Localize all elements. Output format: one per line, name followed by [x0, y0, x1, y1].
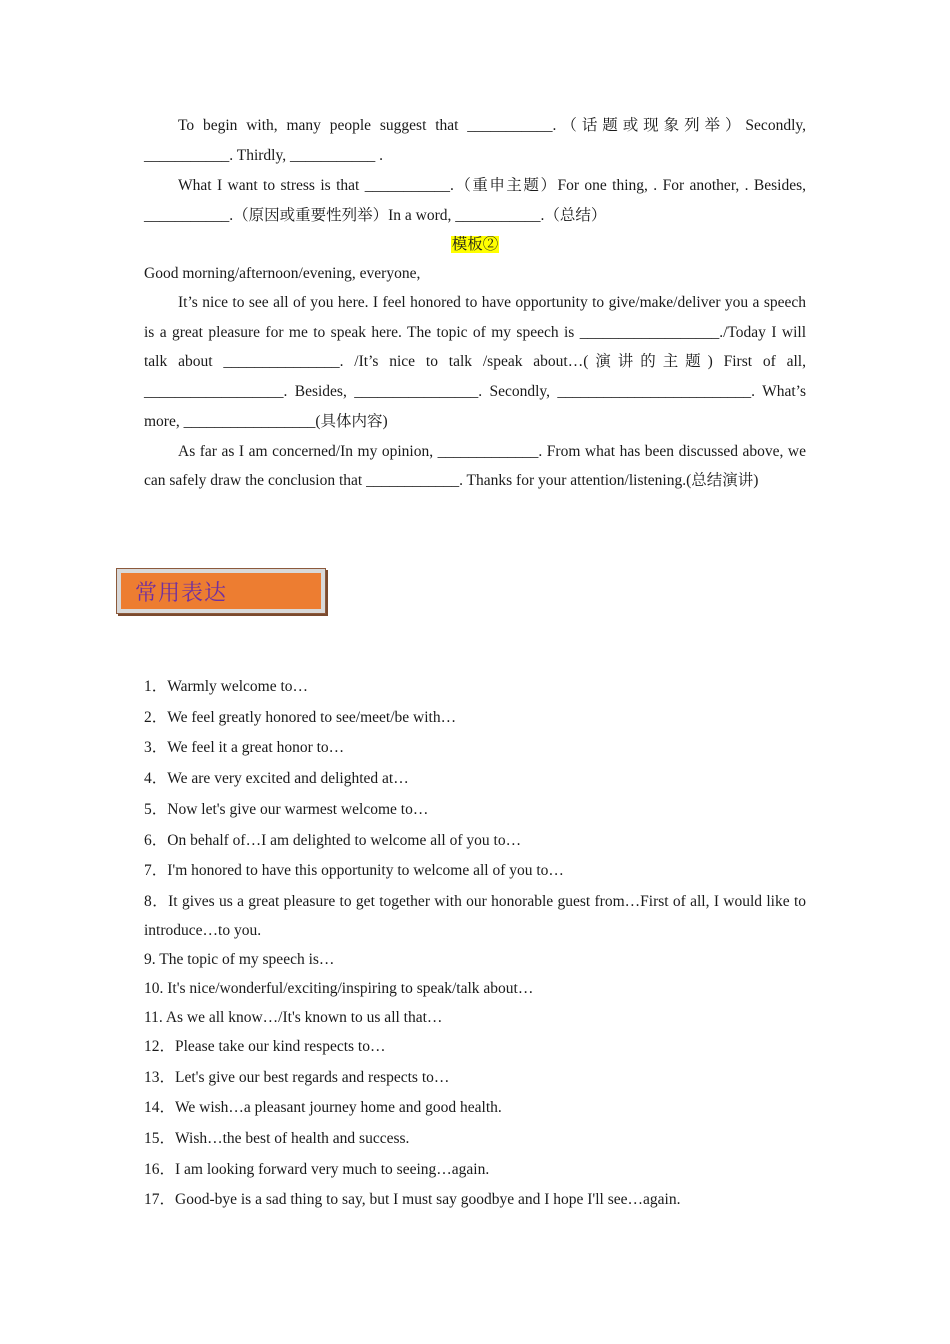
template2-paragraph-2: As far as I am concerned/In my opinion, _____________. From what has been discussed above, we can safely draw the conclusion that ____________. Thanks for your attention/listening.(总结演讲) — [144, 442, 806, 489]
section-heading-box — [116, 568, 326, 614]
list-item: 14．We wish…a pleasant journey home and good health. — [144, 1099, 502, 1117]
template1-paragraph-2: What I want to stress is that ___________.（重申主题）For one thing, . For another, . Besides, ___________.（原因或重要性列举）In a word, ___________.（总结） — [144, 177, 806, 224]
expressions-list — [144, 672, 806, 1216]
list-item: 8．It gives us a great pleasure to get together with our honorable guest from…First of all, I would like to introduce…to you. — [144, 892, 806, 939]
template1-paragraph-1: To begin with, many people suggest that ___________.（话题或现象列举）Secondly, ___________. Thirdly, ___________ . — [144, 117, 806, 164]
list-item: 9. The topic of my speech is… — [144, 950, 335, 968]
list-item: 2．We feel greatly honored to see/meet/be with… — [144, 708, 457, 726]
list-item: 4．We are very excited and delighted at… — [144, 770, 409, 788]
list-item: 6．On behalf of…I am delighted to welcome all of you to… — [144, 831, 522, 849]
list-item: 7．I'm honored to have this opportunity to welcome all of you to… — [144, 862, 564, 880]
template2-title: 模板② — [451, 236, 499, 253]
list-item: 3．We feel it a great honor to… — [144, 739, 345, 757]
section-heading-banner — [121, 573, 321, 609]
list-item: 5．Now let's give our warmest welcome to… — [144, 800, 429, 818]
list-item: 1．Warmly welcome to… — [144, 678, 309, 695]
list-item: 17．Good-bye is a sad thing to say, but I must say goodbye and I hope I'll see…again. — [144, 1191, 681, 1209]
list-item: 15．Wish…the best of health and success. — [144, 1130, 410, 1148]
section-heading: 常用表达 — [135, 580, 228, 606]
template2-greeting: Good morning/afternoon/evening, everyone, — [144, 265, 421, 282]
template2-title-line — [144, 231, 806, 259]
list-item: 13．Let's give our best regards and respects to… — [144, 1068, 450, 1086]
template-section — [144, 111, 806, 495]
list-item: 16．I am looking forward very much to seeing…again. — [144, 1160, 490, 1178]
list-item: 11. As we all know…/It's known to us all that… — [144, 1008, 443, 1026]
list-item: 10. It's nice/wonderful/exciting/inspiring to speak/talk about… — [144, 979, 534, 997]
list-item: 12．Please take our kind respects to… — [144, 1037, 386, 1055]
template2-paragraph-1: It’s nice to see all of you here. I feel honored to have opportunity to give/make/deliver you a speech is a great pleasure for me to speak here. The topic of my speech is __________________./Today I will talk about _______________. /It’s nice to talk /speak about…(演讲的主题) First of all, __________________. Besides, ________________. Secondly, _________________________. What’s more, _________________(具体内容) — [144, 294, 806, 430]
